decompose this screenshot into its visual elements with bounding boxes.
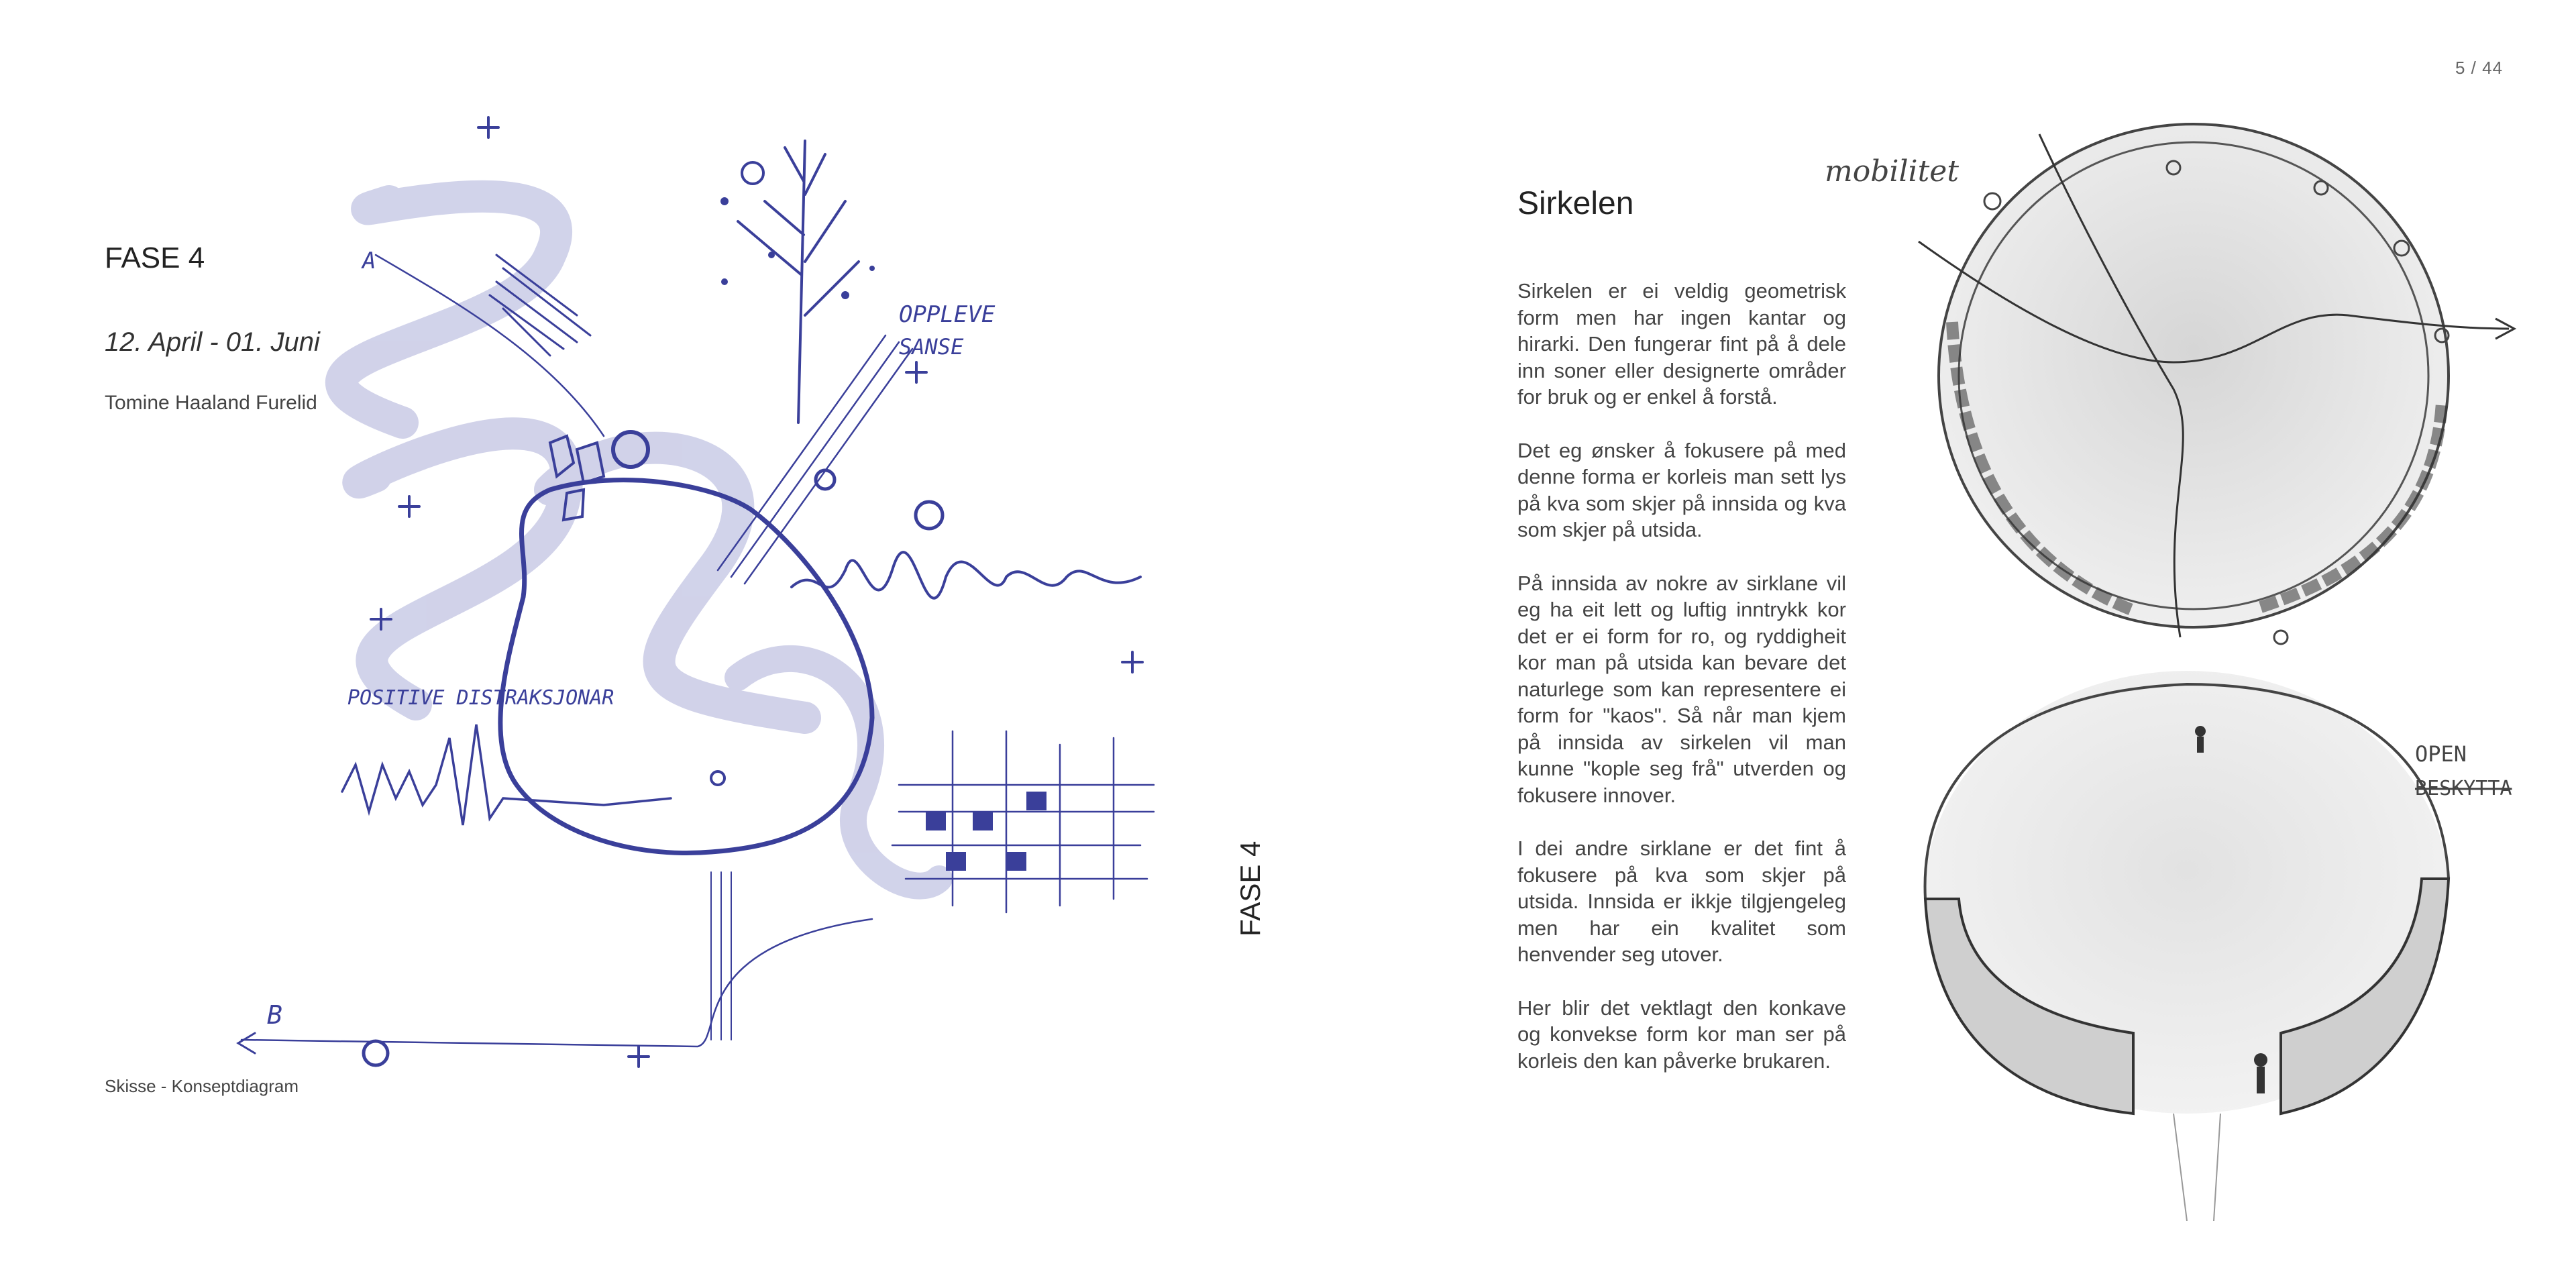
paragraph: Sirkelen er ei veldig geometrisk form men har ingen kantar og hirarki. Den fungerar fint på å dele inn soner eller designerte områder for bruk og er enkel å forstå. [1517,279,1846,409]
vertical-phase-label: FASE 4 [1234,841,1266,936]
sketch-label-mobility: mobilitet [1825,154,1959,189]
section-title: Sirkelen [1517,186,1634,221]
date-range: 12. April - 01. Juni [105,327,320,357]
sketch-label-b: B [267,1000,282,1030]
phase-title: FASE 4 [105,241,205,274]
paragraph: Her blir det vektlagt den konkave og konvekse form kor man ser på korleis den kan påverke brukaren. [1517,996,1846,1073]
sketch-label-experience: OPPLEVE [899,301,996,328]
paragraph: Det eg ønsker å fokusere på med denne forma er korleis man sett lys på kva som skjer på innsida og kva som skjer på utsida. [1517,438,1846,541]
author-name: Tomine Haaland Furelid [105,392,317,414]
concept-diagram-sketch [201,101,1208,1080]
paragraph: På innsida av nokre av sirklane vil eg ha eit lett og luftig inntrykk kor det er ei form for ro, og ryddigheit kor man på utsida kan bevare det naturlege som kan representere ei form for "kaos". Så når man kjem på innsida av sirkelen vil man kunne "kople seg frå" utverden og fokusere innover. [1517,571,1846,807]
sketch-label-sheltered: BESKYTTA [2415,777,2512,800]
sketch-label-senses: SANSE [899,334,964,360]
sketch-label-open: OPEN [2415,741,2467,767]
paragraph: I dei andre sirklane er det fint å fokusere på kva som skjer på utsida. Innsida er ikkje tilgjengeleg men har ein kvalitet som henvender seg utover. [1517,837,1846,966]
sketch-caption: Skisse - Konseptdiagram [105,1076,299,1096]
body-text [1517,278,1846,1101]
sketch-label-positive: POSITIVE DISTRAKSJONAR [347,686,614,710]
page-counter: 5 / 44 [2455,58,2504,78]
circle-pencil-sketches [1798,107,2536,1221]
sketch-label-a: A [362,248,376,274]
